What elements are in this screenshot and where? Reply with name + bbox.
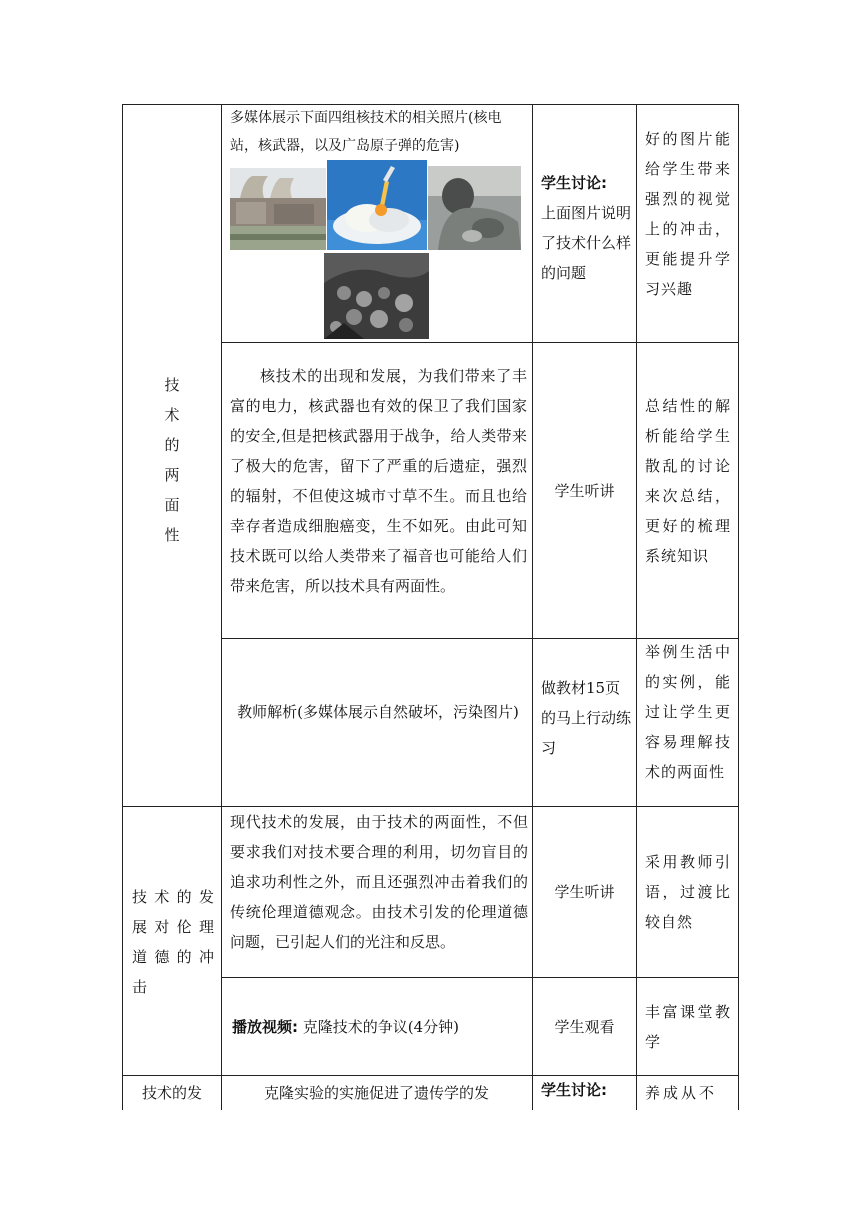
table-column-divider-3 (636, 104, 637, 1110)
row1-content-line: 多媒体展示下面四组核技术的相关照片(核电 (230, 110, 502, 126)
row1-activity (541, 168, 633, 288)
row3-intent: 举例生活中的实例，能过让学生更容易理解技术的两面性 (645, 643, 731, 781)
section3-content: 克隆实验的实施促进了遗传学的发 (264, 1084, 490, 1102)
row-divider (221, 977, 739, 978)
row-divider (221, 342, 739, 343)
row2-activity: 学生听讲 (554, 482, 615, 500)
section-title-two-sidedness (123, 370, 221, 550)
row3-activity: 做教材15页的马上行动练习 (541, 679, 632, 757)
student-discussion-label: 学生讨论: (541, 174, 607, 192)
hiroshima-ruins-photo (324, 253, 429, 339)
play-video-label: 播放视频: (232, 1018, 298, 1036)
title-char: 的 (164, 436, 180, 454)
section3-title: 技术的发 (141, 1084, 202, 1102)
section3-activity: 学生讨论: (541, 1081, 607, 1099)
row2-intent: 总结性的解析能给学生散乱的讨论来次总结，更好的梳理系统知识 (645, 397, 731, 565)
row-divider (122, 1075, 739, 1076)
section2-row1-activity: 学生听讲 (554, 883, 615, 901)
section3-intent: 养成从不 (645, 1084, 718, 1102)
title-char: 面 (164, 496, 180, 514)
video-description: 克隆技术的争议(4分钟) (302, 1018, 460, 1036)
section-title-ethics-impact: 技术的发展对伦理道德的冲击 (132, 888, 216, 996)
row1-intent: 好的图片能给学生带来强烈的视觉上的冲击，更能提升学习兴趣 (645, 130, 731, 298)
table-border-left (122, 104, 123, 1110)
row3-content: 教师解析(多媒体展示自然破坏，污染图片) (237, 703, 519, 721)
row1-content-line: 站，核武器，以及广岛原子弹的危害) (230, 138, 460, 154)
row2-content: 核技术的出现和发展，为我们带来了丰富的电力，核武器也有效的保卫了我们国家的安全,但是把核武器用于战争，给人类带来了极大的危害，留下了严重的后遗症，强烈的辐射，不但使这城市寸草不生。而且也给幸存者造成细胞癌变，生不如死。由此可知技术既可以给人类带来了福音也可能给人们带来危害，所以技术具有两面性。 (230, 367, 527, 595)
section2-row2-intent: 丰富课堂教学 (645, 1003, 731, 1051)
table-column-divider-1 (221, 104, 222, 1110)
nuclear-plant-photo (230, 168, 326, 250)
burn-victim-photo (428, 166, 521, 250)
title-char: 性 (164, 526, 180, 544)
title-char: 技 (164, 376, 180, 394)
section2-row1-content: 现代技术的发展，由于技术的两面性，不但要求我们对技术要合理的利用，切勿盲目的追求功利性之外，而且还强烈冲击着我们的传统伦理道德观念。由技术引发的伦理道德问题，已引起人们的光注和反思。 (230, 813, 528, 951)
row1-activity-text: 上面图片说明了技术什么样的问题 (541, 204, 632, 282)
missile-launch-photo (327, 160, 427, 250)
title-char: 两 (164, 466, 180, 484)
table-border-right (738, 104, 739, 1110)
section2-row1-intent: 采用教师引语，过渡比较自然 (645, 853, 731, 931)
title-char: 术 (164, 406, 180, 424)
table-column-divider-2 (532, 104, 533, 1110)
section2-row2-activity: 学生观看 (554, 1018, 615, 1036)
row1-content-text (230, 104, 530, 160)
section2-row2-content (232, 1012, 530, 1042)
